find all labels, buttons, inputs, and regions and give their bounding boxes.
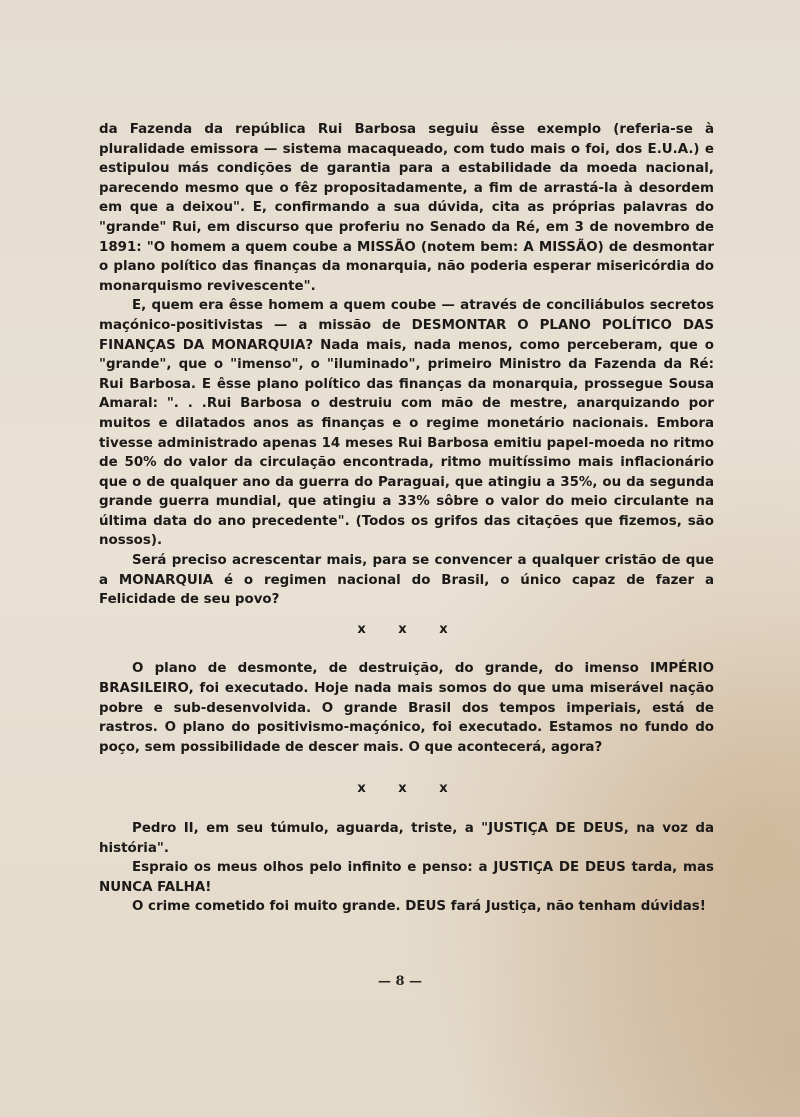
paragraph-2: E, quem era êsse homem a quem coube — através de conciliábulos secretos maçónico-positivistas — a missão de DESMONTAR O PLANO POLÍTICO DAS FINANÇAS DA MONARQUIA? Nada mais, nada menos, como perceberam, que o "grande", que o "imenso", o "iluminado", primeiro Ministro da Fazenda da Ré: Rui Barbosa. E êsse plano político das finanças da monarquia, prossegue Sousa Amaral: ". . .Rui Barbosa o destruiu com mão de mestre, anarquizando por muitos e dilatados anos as finanças e o regime monetário nacionais. Embora tivesse administrado apenas 14 meses Rui Barbosa emitiu papel-moeda no ritmo de 50% do valor da circulação encontrada, ritmo muitíssimo mais inflacionário que o de qualquer ano da guerra do Paraguai, que atingiu a 35%, ou da segunda grande guerra mundial, que atingiu a 33% sôbre o valor do meio circulante na última data do ano precedente". (Todos os grifos das citações que fizemos, são nossos). (99, 298, 714, 549)
section-separator: x x x (357, 781, 462, 797)
paragraph-6: Espraio os meus olhos pelo infinito e penso: a JUSTIÇA DE DEUS tarda, mas NUNCA FALHA! (99, 860, 714, 895)
paragraph-7: O crime cometido foi muito grande. DEUS fará Justiça, não tenham dúvidas! (132, 899, 706, 915)
paragraph-3: Será preciso acrescentar mais, para se convencer a qualquer cristão de que a MONARQUIA é o regimen nacional do Brasil, o único capaz de fazer a Felicidade de seu povo? (99, 553, 714, 608)
paragraph-5: Pedro II, em seu túmulo, aguarda, triste, a "JUSTIÇA DE DEUS, na voz da história". (99, 821, 714, 856)
page-number: — 8 — (377, 974, 423, 989)
paragraph-4: O plano de desmonte, de destruição, do grande, do imenso IMPÉRIO BRASILEIRO, foi executado. Hoje nada mais somos do que uma miserável nação pobre e sub-desenvolvida. O grande Brasil dos tempos imperiais, está de rastros. O plano do positivismo-maçónico, foi executado. Estamos no fundo do poço, sem possibilidade de descer mais. O que acontecerá, agora? (99, 661, 714, 755)
paragraph-1: da Fazenda da república Rui Barbosa seguiu êsse exemplo (referia-se à pluralidade emissora — sistema macaqueado, com tudo mais o foi, dos E.U.A.) e estipulou más condições de garantia para a estabilidade da moeda nacional, parecendo mesmo que o fêz propositadamente, a fim de arrastá-la à desordem em que a deixou". E, confirmando a sua dúvida, cita as próprias palavras do "grande" Rui, em discurso que proferiu no Senado da Ré, em 3 de novembro de 1891: "O homem a quem coube a MISSÃO (notem bem: A MISSÃO) de desmontar o plano político das finanças da monarquia, não poderia esperar misericórdia do monarquismo revivescente". (99, 122, 714, 294)
section-separator: x x x (357, 621, 462, 637)
body-text (99, 120, 714, 917)
